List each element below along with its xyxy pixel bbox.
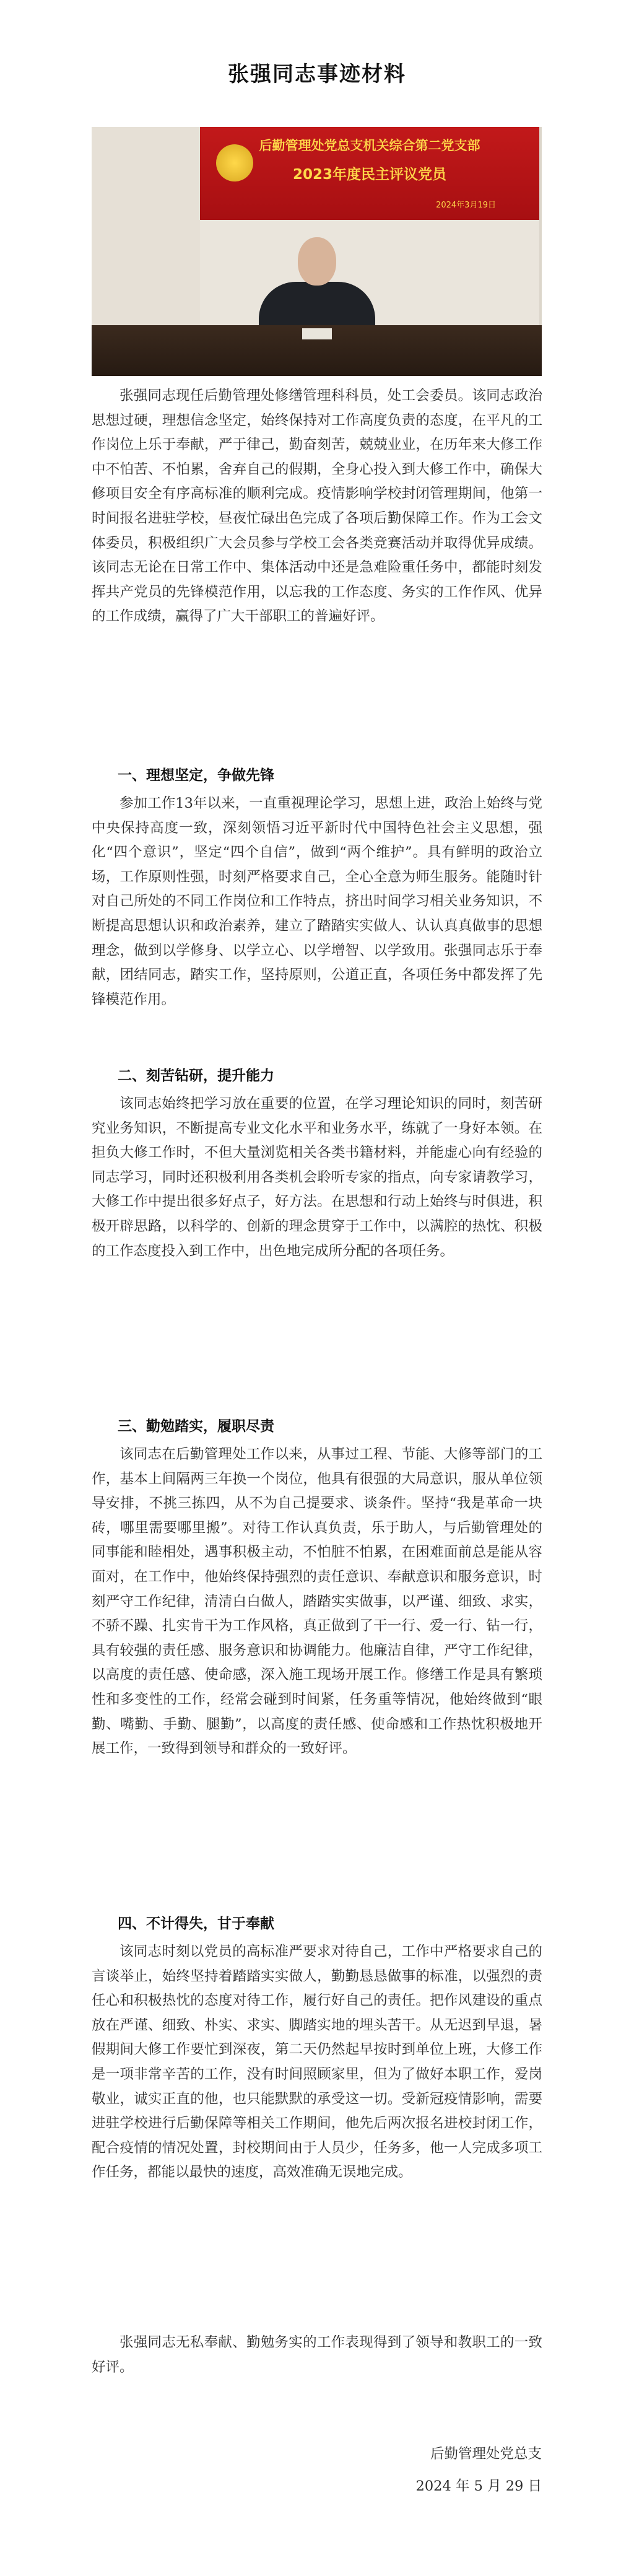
- section-heading-4: 四、不计得失，甘于奉献: [118, 1915, 274, 1932]
- person-head: [298, 237, 336, 286]
- meeting-photo: [92, 127, 542, 376]
- closing-paragraph: 张强同志无私奉献、勤勉务实的工作表现得到了领导和教职工的一致好评。: [92, 2334, 542, 2375]
- section-paragraph-1: 参加工作13年以来，一直重视理论学习，思想上进，政治上始终与党中央保持高度一致，深刻领悟习近平新时代中国特色社会主义思想，强化“四个意识”，坚定“四个自信”，做到“两个维护”。具有鲜明的政治立场，工作原则性强，时刻严格要求自己，全心全意为师生服务。能随时针对自己所处的不同工作岗位和工作特点，挤出时间学习相关业务知识，不断提高思想认识和政治素养，建立了踏踏实实做人、认认真真做事的思想理念，做到以学修身、以学立心、以学增智、以学致用。张强同志乐于奉献，团结同志，踏实工作，坚持原则，公道正直，各项任务中都发挥了先锋模范作用。: [92, 795, 542, 1008]
- section-paragraph-4: 该同志时刻以党员的高标准严要求对待自己，工作中严格要求自己的言谈举止，始终坚持着踏踏实实做人，勤勤恳恳做事的标准，以强烈的责任心和积极热忱的态度对待工作，履行好自己的责任。把作风建设的重点放在严谨、细致、朴实、求实、脚踏实地的埋头苦干。从无迟到早退，暑假期间大修工作要忙到深夜，第二天仍然起早按时到单位上班，大修工作是一项非常辛苦的工作，没有时间照顾家里，但为了做好本职工作，爱岗敬业，诚实正直的他，也只能默默的承受这一切。受新冠疫情影响，需要进驻学校进行后勤保障等相关工作期间，他先后两次报名进校封闭工作，配合疫情的情况处置，封校期间由于人员少，任务多，他一人完成多项工作任务，都能以最快的速度，高效准确无误地完成。: [92, 1944, 542, 2181]
- section-paragraph-2: 该同志始终把学习放在重要的位置，在学习理论知识的同时，刻苦研究业务知识，不断提高专业文化水平和业务水平，练就了一身好本领。在担负大修工作时，不但大量浏览相关各类书籍材料，并能虚心向有经验的同志学习，同时还积极利用各类机会聆听专家的指点，向专家请教学习，大修工作中提出很多好点子，好方法。在思想和行动上始终与时俱进，积极开辟思路，以科学的、创新的理念贯穿于工作中，以满腔的热忱、积极的工作态度投入到工作中，出色地完成所分配的各项任务。: [92, 1096, 542, 1259]
- photo-banner: [200, 127, 539, 220]
- section-paragraph-3: 该同志在后勤管理处工作以来，从事过工程、节能、大修等部门的工作，基本上间隔两三年换一个岗位，他具有很强的大局意识，服从单位领导安排，不挑三拣四，从不为自己提要求、谈条件。坚持“我是革命一块砖，哪里需要哪里搬”。对待工作认真负责，乐于助人，与后勤管理处的同事能和睦相处，遇事积极主动，不怕脏不怕累，在困难面前总是能从容面对，在工作中，他始终保持强烈的责任意识、奉献意识和服务意识，时刻严守工作纪律，清清白白做人，踏踏实实做事，以严谨、细致、求实，不骄不躁、扎实肯干为工作风格，真正做到了干一行、爱一行、钻一行，具有较强的责任感、服务意识和协调能力。他廉洁自律，严守工作纪律，以高度的责任感、使命感，深入施工现场开展工作。修缮工作是具有繁琐性和多变性的工作，经常会碰到时间紧，任务重等情况，他始终做到“眼勤、嘴勤、手勤、腿勤”，以高度的责任感、使命感和工作热忱积极地开展工作，一致得到领导和群众的一致好评。: [92, 1446, 542, 1757]
- banner-line2: 2023年度民主评议党员: [292, 167, 446, 183]
- signature-date: 2024 年 5 月 29 日: [415, 2478, 542, 2494]
- intro-paragraph: 张强同志现任后勤管理处修缮管理科科员，处工会委员。该同志政治思想过硬，理想信念坚定，始终保持对工作高度负责的态度，在平凡的工作岗位上乐于奉献，严于律己，勤奋刻苦，兢兢业业，在历年来大修工作中不怕苦、不怕累，舍弃自己的假期，全身心投入到大修工作中，确保大修项目安全有序高标准的顺利完成。疫情影响学校封闭管理期间，他第一时间报名进驻学校，昼夜忙碌出色完成了各项后勤保障工作。作为工会文体委员，积极组织广大会员参与学校工会各类竞赛活动并取得优异成绩。该同志无论在日常工作中、集体活动中还是急难险重任务中，都能时刻发挥共产党员的先锋模范作用，以忘我的工作态度、务实的工作作风、优异的工作成绩，赢得了广大干部职工的普遍好评。: [92, 388, 542, 625]
- banner-line1: 后勤管理处党总支机关综合第二党支部: [259, 138, 480, 153]
- section-heading-3: 三、勤勉踏实，履职尽责: [118, 1418, 274, 1434]
- banner-date: 2024年3月19日: [436, 201, 496, 210]
- section-heading-2: 二、刻苦钻研，提升能力: [118, 1067, 274, 1084]
- signature-org: 后勤管理处党总支: [430, 2446, 542, 2462]
- section-heading-1: 一、理想坚定，争做先锋: [118, 767, 274, 784]
- document-title: 张强同志事迹材料: [228, 62, 406, 87]
- nameplate: [302, 328, 332, 339]
